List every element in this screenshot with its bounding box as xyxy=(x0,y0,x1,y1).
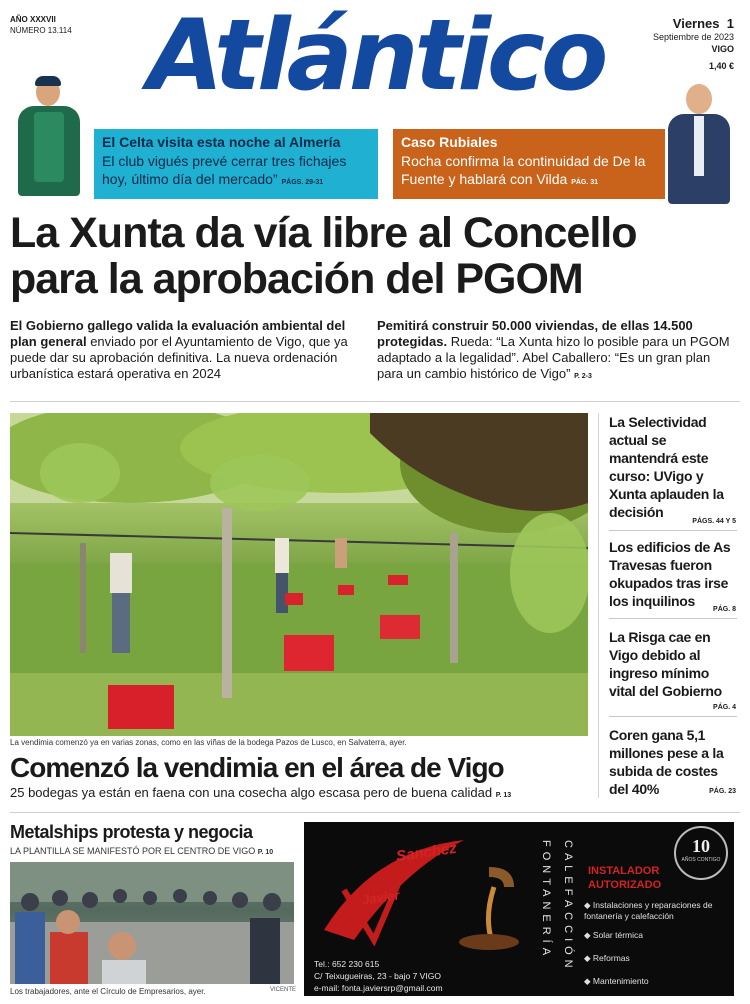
weekday: Viernes xyxy=(672,16,720,31)
divider xyxy=(609,716,737,717)
ad-service-item: ◆ Instalaciones y reparaciones de fontanería y calefacción xyxy=(584,900,713,921)
ad-contact xyxy=(314,958,443,994)
feature-deck xyxy=(10,785,511,804)
ad-vertical-calefaccion: CALEFACCIÓN xyxy=(562,840,574,973)
ad-phone: Tel.: 652 230 615 xyxy=(314,959,380,969)
ad-service-item: ◆ Solar térmica xyxy=(584,930,643,940)
page-ref: PÁGS. 29-31 xyxy=(281,179,324,186)
metalships-kicker xyxy=(10,846,273,856)
advertisement-fontaneria[interactable] xyxy=(304,822,734,996)
teaser-body-text: Rocha confirma la continuidad de De la Fuente y hablará con Vilda xyxy=(401,153,646,187)
protest-illustration xyxy=(10,862,294,984)
newspaper-logo[interactable]: Atlántico xyxy=(147,0,605,113)
page-ref: PÁG. 8 xyxy=(713,606,736,613)
ad-services-list xyxy=(584,900,732,987)
sidebar-story-travesas[interactable]: Los edificios de As Travesas fueron okupados tras irse los inquilinos xyxy=(609,539,731,609)
anniversary-badge xyxy=(674,826,728,880)
divider xyxy=(609,530,737,531)
lead-summary-right-bold: Pemitirá construir 50.000 viviendas, de ellas 14.500 protegidas. xyxy=(377,318,693,349)
metalships-kicker-text: LA PLANTILLA SE MANIFESTÓ POR EL CENTRO DE VIGO xyxy=(10,846,256,856)
feature-headline[interactable]: Comenzó la vendimia en el área de Vigo xyxy=(10,752,504,783)
page-ref: P. 10 xyxy=(257,849,274,856)
lead-summary-left xyxy=(10,318,366,382)
date-weekday xyxy=(653,16,734,31)
ad-installer-line2: AUTORIZADO xyxy=(588,879,662,891)
ad-email: e-mail: fonta.javiersrp@gmail.com xyxy=(314,983,443,993)
lead-summary-right-text: Rueda: “La Xunta hizo lo posible para un PGOM adaptado a la legalidad”. Abel Caballero: “Es un gran plan para un cambio histórico de Vigo” xyxy=(377,334,730,381)
ad-vertical-fontaneria: FONTANERÍA xyxy=(540,840,552,961)
ad-service-text: Solar térmica xyxy=(592,930,643,940)
page-ref: P. 13 xyxy=(495,792,512,799)
sidebar-story-risga[interactable]: La Risga cae en Vigo debido al ingreso mínimo vital del Gobierno xyxy=(609,629,722,699)
divider xyxy=(10,812,740,813)
page-ref: P. 2-3 xyxy=(574,373,592,380)
divider xyxy=(609,618,737,619)
lead-headline-line1: La Xunta da vía libre al Concello xyxy=(10,209,637,257)
page-ref: PÁG. 23 xyxy=(709,788,736,795)
ad-address: C/ Teixugueiras, 23 - bajo 7 VIGO xyxy=(314,971,441,981)
photo-caption: La vendimia comenzó ya en varias zonas, como en las viñas de la bodega Pazos de Lusco, en Salvaterra, ayer. xyxy=(10,738,407,747)
date-month-year: Septiembre de 2023 xyxy=(652,32,734,42)
ad-installer-line1: INSTALADOR xyxy=(588,865,660,877)
price: 1,40 € xyxy=(708,61,734,71)
teaser-celta[interactable] xyxy=(94,129,378,199)
feature-deck-text: 25 bodegas ya están en faena con una cosecha algo escasa pero de buena calidad xyxy=(10,785,493,800)
edition-number: NÚMERO 13.114 xyxy=(10,26,72,35)
anniversary-text: AÑOS CONTIGO xyxy=(681,857,721,863)
photo-credit: VICENTE xyxy=(270,987,297,993)
vineyard-illustration xyxy=(10,413,588,736)
day-number: 1 xyxy=(726,16,734,31)
page-ref: PÁG. 31 xyxy=(571,179,599,186)
edition-info xyxy=(10,14,72,36)
ad-brand-name: Javier xyxy=(361,887,401,908)
sidebar-story-selectividad[interactable]: La Selectividad actual se mantendrá este curso: UVigo y Xunta aplauden la decisión xyxy=(609,414,724,520)
teaser-kicker: El Celta visita esta noche al Almería xyxy=(102,134,341,150)
sidebar-divider xyxy=(598,413,599,798)
lead-summary-left-text: enviado por el Ayuntamiento de Vigo, que ya puede dar su aprobación definitiva. La nueva ordenación urbanística estará operativa en 2024 xyxy=(10,334,348,381)
anniversary-number: 10 xyxy=(692,836,710,856)
page-ref: PÁGS. 44 Y 5 xyxy=(692,518,736,525)
lead-headline[interactable] xyxy=(10,210,740,302)
edition-city: VIGO xyxy=(711,44,734,54)
ad-service-text: Mantenimiento xyxy=(592,976,649,986)
ad-service-text: Instalaciones y reparaciones de fontanería y calefacción xyxy=(584,900,713,921)
ad-service-text: Reformas xyxy=(592,953,630,963)
sidebar-story-coren[interactable]: Coren gana 5,1 millones pese a la subida de costes del 40% xyxy=(609,727,724,797)
ad-brand-surname: Sanchez xyxy=(395,839,458,866)
lead-headline-line2: para la aprobación del PGOM xyxy=(10,255,583,303)
vineyard-photo[interactable] xyxy=(10,413,588,736)
lead-summary-right xyxy=(377,318,735,385)
teaser-body xyxy=(401,152,657,192)
date-block xyxy=(653,16,734,72)
ad-service-item: ◆ Reformas xyxy=(584,953,630,963)
teaser-kicker: Caso Rubiales xyxy=(401,134,498,150)
edition-year: AÑO XXXVII xyxy=(10,15,56,24)
divider xyxy=(10,401,740,402)
teaser-body-text: El club vigués prevé cerrar tres fichajes hoy, último día del mercado” xyxy=(102,153,347,187)
protest-caption: Los trabajadores, ante el Círculo de Empresarios, ayer. xyxy=(10,987,206,996)
protest-photo[interactable] xyxy=(10,862,294,984)
official-photo xyxy=(664,72,740,204)
metalships-headline[interactable]: Metalships protesta y negocia xyxy=(10,822,253,842)
lead-summary-left-bold: El Gobierno gallego valida la evaluación ambiental del plan general xyxy=(10,318,346,349)
ad-installer-badge xyxy=(588,864,661,892)
page-ref: PÁG. 4 xyxy=(713,704,736,711)
footballer-photo xyxy=(6,72,92,204)
faucet-icon xyxy=(444,862,534,952)
teaser-rubiales[interactable] xyxy=(393,129,665,199)
ad-service-item: ◆ Mantenimiento xyxy=(584,976,649,986)
teaser-body xyxy=(102,152,370,192)
